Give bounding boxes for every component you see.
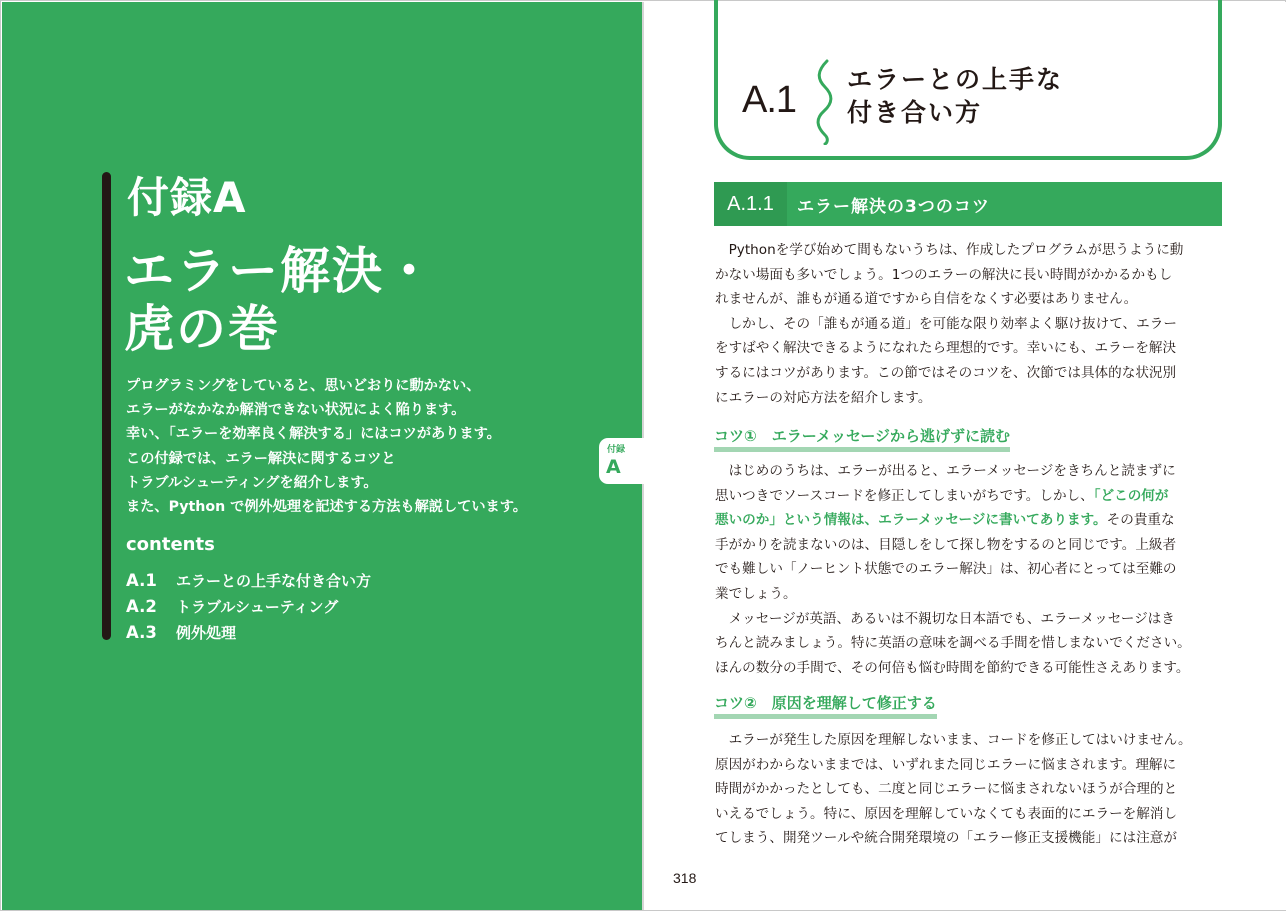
wave-divider-icon xyxy=(813,59,835,145)
body-line: かない場面も多いでしょう。1つのエラーの解決に長い時間がかかるかもし xyxy=(715,266,1173,283)
body-line xyxy=(715,508,1191,533)
appendix-label: 付録A xyxy=(127,173,247,222)
body-line: するにはコツがあります。この節ではそのコツを、次節では具体的な状況別 xyxy=(715,364,1177,381)
subsection-title: エラー解決の3つのコツ xyxy=(797,196,990,217)
body-line: にエラーの対応方法を紹介します。 xyxy=(715,389,932,406)
subsection-number: A.1.1 xyxy=(714,182,787,226)
page-number: 318 xyxy=(673,870,697,886)
lead-line: 幸い、「エラーを効率良く解決する」にはコツがあります。 xyxy=(126,426,501,443)
lead-line: この付録では、エラー解決に関するコツと xyxy=(126,450,396,467)
toc-item-number: A.2 xyxy=(126,596,157,616)
section-title xyxy=(847,63,1063,129)
section-title-line: 付き合い方 xyxy=(847,98,983,127)
chapter-opener-page xyxy=(2,2,643,910)
toc-item xyxy=(126,593,371,619)
appendix-index-tab xyxy=(599,438,644,484)
body-line: メッセージが英語、あるいは不親切な日本語でも、エラーメッセージはき xyxy=(715,610,1175,627)
body-line: 原因がわからないままでは、いずれまた同じエラーに悩まされます。理解に xyxy=(715,756,1177,773)
body-line: しかし、その「誰もが通る道」を可能な限り効率よく駆け抜けて、エラー xyxy=(715,315,1177,332)
body-line: れませんが、誰もが通る道ですから自信をなくす必要はありません。 xyxy=(715,291,1138,308)
highlighted-text: 悪いのか」という情報は、エラーメッセージに書いてあります。 xyxy=(715,512,1107,529)
index-tab-label: 付録 xyxy=(607,445,626,455)
table-of-contents xyxy=(126,567,371,645)
tip-2-heading: コツ② 原因を理解して修正する xyxy=(714,692,937,715)
toc-item-title: トラブルシューティング xyxy=(176,597,339,616)
chapter-title xyxy=(124,242,436,358)
body-text-plain: 思いつきでソースコードを修正してしまいがちです。しかし、 xyxy=(715,487,1094,504)
toc-item-title: 例外処理 xyxy=(176,623,237,642)
lead-line: プログラミングをしていると、思いどおりに動かない、 xyxy=(126,378,481,394)
section-title-line: エラーとの上手な xyxy=(847,65,1064,94)
lead-line: また、Python で例外処理を記述する方法も解説しています。 xyxy=(126,499,527,516)
body-line xyxy=(715,484,1191,509)
highlighted-text: 「どこの何が xyxy=(1093,487,1169,504)
chapter-title-line: エラー解決・ xyxy=(124,242,436,300)
tip-2-body xyxy=(715,728,1192,851)
contents-heading: contents xyxy=(126,534,215,555)
toc-item-number: A.3 xyxy=(126,622,157,642)
body-line: ほんの数分の手間で、その何倍も悩む時間を節約できる可能性さえあります。 xyxy=(715,659,1190,676)
lead-line: トラブルシューティングを紹介します。 xyxy=(126,474,378,491)
body-line: いえるでしょう。特に、原因を理解していなくても表面的にエラーを解消し xyxy=(715,805,1178,822)
toc-item-title: エラーとの上手な付き合い方 xyxy=(176,571,372,590)
tip-1-body xyxy=(715,459,1191,680)
body-line: をすばやく解決できるようになれたら理想的です。幸いにも、エラーを解決 xyxy=(715,340,1177,357)
intro-paragraphs xyxy=(715,238,1183,410)
toc-item-number: A.1 xyxy=(126,570,157,590)
subsection-header xyxy=(714,182,1222,226)
title-rule xyxy=(102,172,111,640)
body-line: 時間がかかったとしても、二度と同じエラーに悩まされないほうが合理的と xyxy=(715,781,1178,798)
tip-1-heading: コツ① エラーメッセージから逃げずに読む xyxy=(714,425,1010,448)
body-line: でも難しい「ノーヒント状態でのエラー解決」は、初心者にとっては至難の xyxy=(715,561,1177,578)
body-text-plain: その貴重な xyxy=(1106,512,1175,529)
toc-item xyxy=(126,567,371,593)
body-line: てしまう、開発ツールや統合開発環境の「エラー修正支援機能」には注意が xyxy=(715,830,1177,847)
lead-line: エラーがなかなか解消できない状況によく陥ります。 xyxy=(126,402,466,419)
toc-item xyxy=(126,619,371,645)
chapter-title-line: 虎の巻 xyxy=(124,300,280,358)
index-tab-letter: A xyxy=(606,456,621,478)
body-line: ちんと読みましょう。特に英語の意味を調べる手間を惜しまないでください。 xyxy=(715,635,1191,652)
section-number: A.1 xyxy=(742,79,797,121)
body-line: 業でしょう。 xyxy=(715,585,797,602)
body-line: はじめのうちは、エラーが出ると、エラーメッセージをきちんと読まずに xyxy=(715,463,1176,479)
body-line: Pythonを学び始めて間もないうちは、作成したプログラムが思うように動 xyxy=(715,242,1184,258)
body-line: 手がかりを読まないのは、目隠しをして探し物をするのと同じです。上級者 xyxy=(715,536,1177,553)
chapter-lead xyxy=(126,374,527,519)
body-line: エラーが発生した原因を理解しないまま、コードを修正してはいけません。 xyxy=(715,732,1192,748)
